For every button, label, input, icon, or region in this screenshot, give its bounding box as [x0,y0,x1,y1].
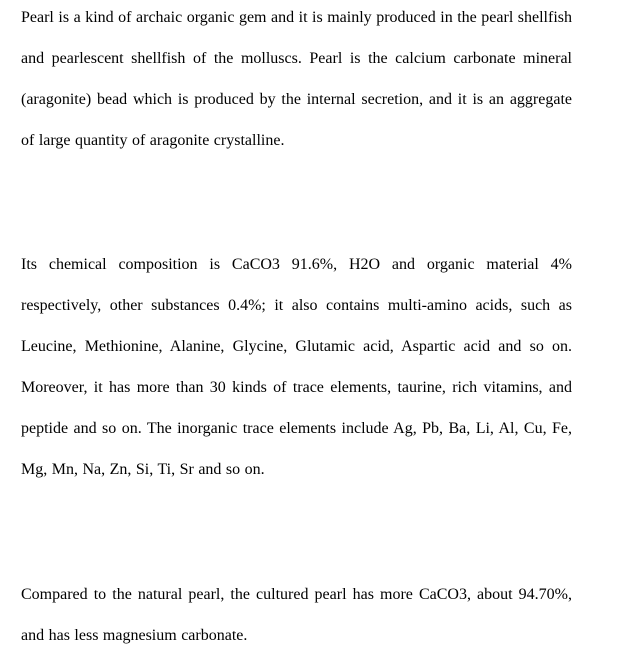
paragraph-pearl-description: Pearl is a kind of archaic organic gem and it is mainly produced in the pearl shellfish and pearlescent shellfish of the molluscs. Pearl is the calcium carbonate mineral (aragonite) bead which is produced by the internal secretion, and it is an aggregate of large quantity of aragonite crystalline. [21,9,572,149]
paragraph-cultured-pearl-comparison: Compared to the natural pearl, the cultured pearl has more CaCO3, about 94.70%, and has less magnesium carbonate. [21,586,572,644]
paragraph-chemical-composition: Its chemical composition is CaCO3 91.6%, H2O and organic material 4% respectively, other substances 0.4%; it also contains multi-amino acids, such as Leucine, Methionine, Alanine, Glycine, Glutamic acid, Aspartic acid and so on. Moreover, it has more than 30 kinds of trace elements, taurine, rich vitamins, and peptide and so on. The inorganic trace elements include Ag, Pb, Ba, Li, Al, Cu, Fe, Mg, Mn, Na, Zn, Si, Ti, Sr and so on. [21,256,572,478]
